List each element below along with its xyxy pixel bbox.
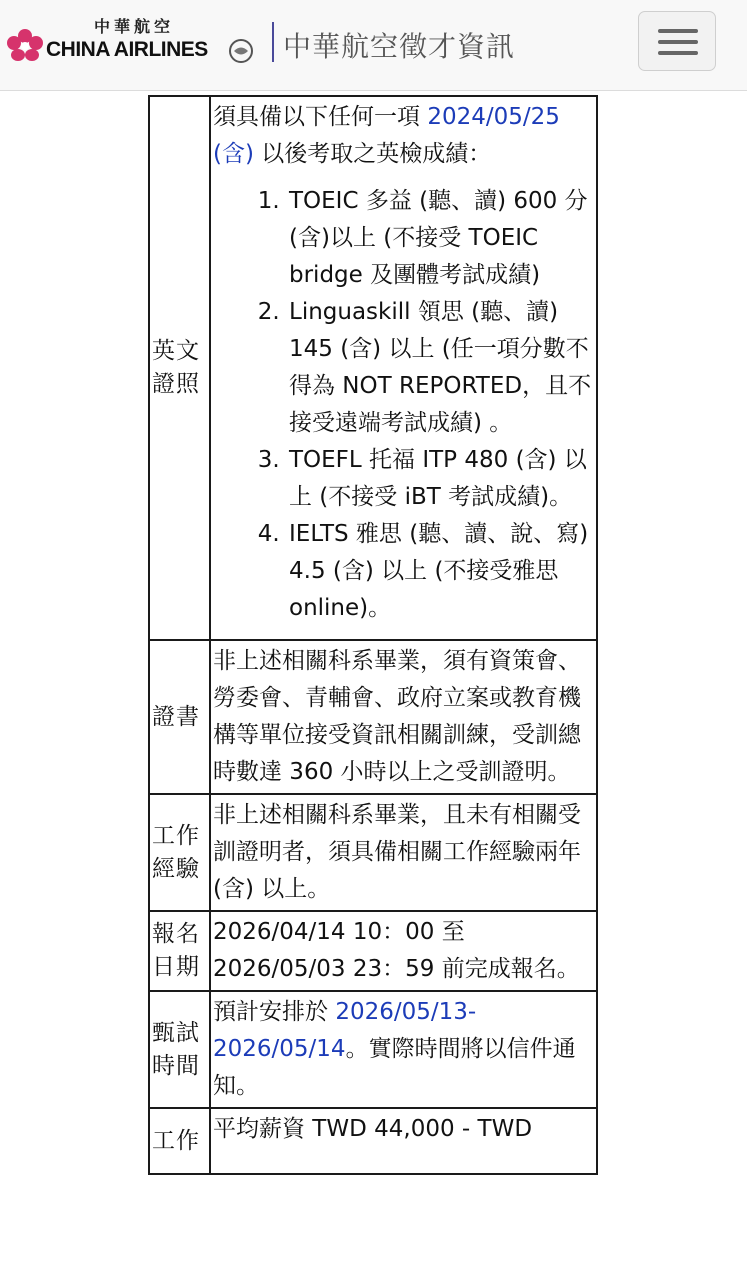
row-label-registration: 報名日期: [149, 911, 210, 991]
logo-english-text: CHINA AIRLINES: [46, 38, 208, 61]
table-row-experience: [149, 794, 597, 911]
english-test-list: [213, 183, 594, 627]
interview-content: [210, 991, 597, 1108]
experience-content: 非上述相關科系畢業，且未有相關受訓證明者，須具備相關工作經驗兩年 (含) 以上。: [210, 794, 597, 911]
list-item: 3. TOEFL 托福 ITP 480 (含) 以上 (不接受 iBT 考試成績)。: [287, 442, 594, 516]
list-item: 4. IELTS 雅思 (聽、讀、說、寫) 4.5 (含) 以上 (不接受雅思 online)。: [287, 516, 594, 627]
menu-bar-icon: [658, 40, 698, 44]
english-cert-content: [210, 96, 597, 640]
table-row-english-cert: [149, 96, 597, 640]
intro-date: 2024/05/25 (含): [213, 104, 560, 167]
emblem-icon: [228, 38, 254, 64]
header-divider: [272, 22, 274, 62]
site-title: 中華航空徵才資訊: [283, 30, 516, 63]
table-row-salary: [149, 1108, 597, 1174]
hamburger-menu-button[interactable]: [638, 11, 716, 71]
list-item: 2. Linguaskill 領思 (聽、讀) 145 (含) 以上 (任一項分數不得為 NOT REPORTED，且不接受遠端考試成績) 。: [287, 294, 594, 442]
menu-bar-icon: [658, 51, 698, 55]
interview-date: 2026/05/13-2026/05/14: [213, 999, 477, 1062]
table-row-interview: [149, 991, 597, 1108]
plum-blossom-icon: [6, 28, 44, 62]
table-row-registration: [149, 911, 597, 991]
site-header: [0, 0, 747, 91]
row-label-english-cert: 英文證照: [149, 96, 210, 640]
logo-chinese-text: 中華航空: [94, 17, 175, 36]
row-label-certificate: 證書: [149, 640, 210, 794]
table-row-certificate: [149, 640, 597, 794]
list-item: 1. TOEIC 多益 (聽、讀) 600 分 (含)以上 (不接受 TOEIC bridge 及團體考試成績): [287, 183, 594, 294]
china-airlines-logo[interactable]: [6, 12, 261, 72]
requirements-table: [148, 95, 598, 1175]
certificate-content: 非上述相關科系畢業，須有資策會、勞委會、青輔會、政府立案或教育機構等單位接受資訊相關訓練，受訓總時數達 360 小時以上之受訓證明。: [210, 640, 597, 794]
interview-text: 預計安排於: [213, 999, 336, 1025]
row-label-experience: 工作經驗: [149, 794, 210, 911]
interview-text-end: 。實際時間將以信件通知。: [213, 1036, 576, 1099]
intro-text: 須具備以下任何一項: [213, 104, 428, 130]
salary-content: 平均薪資 TWD 44,000 - TWD: [210, 1108, 597, 1174]
row-label-salary: 工作: [149, 1108, 210, 1174]
row-label-interview: 甄試時間: [149, 991, 210, 1108]
registration-content: 2026/04/14 10：00 至 2026/05/03 23：59 前完成報名。: [210, 911, 597, 991]
intro-text-end: 以後考取之英檢成績：: [253, 141, 492, 167]
english-cert-intro: [213, 99, 594, 173]
menu-bar-icon: [658, 29, 698, 33]
